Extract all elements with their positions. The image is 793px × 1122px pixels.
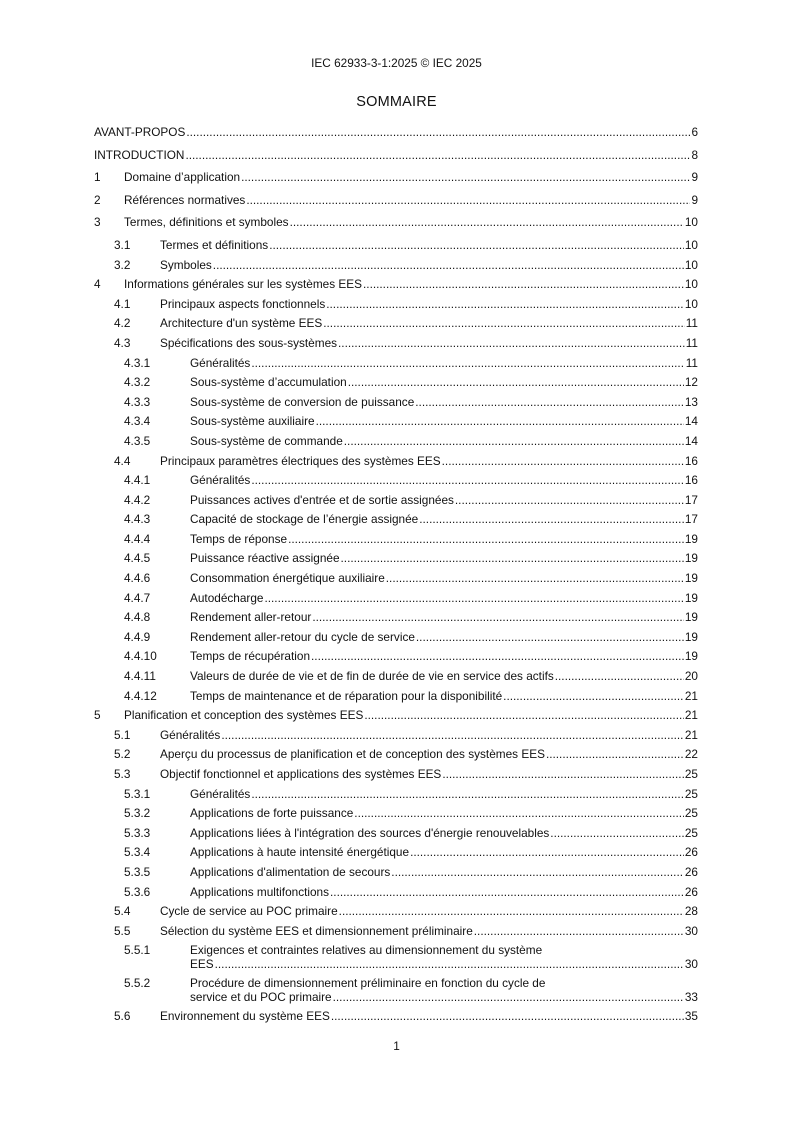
toc-entry-title-line1: Exigences et contraintes relatives au dimensionnement du système [190, 943, 543, 958]
toc-entry[interactable] [94, 434, 698, 454]
toc-entry-number: 4.3.2 [124, 375, 151, 390]
toc-entry-page: 19 [684, 551, 698, 566]
toc-entry-number: 4.4.11 [124, 669, 156, 684]
toc-entry-number: 4 [94, 277, 101, 292]
toc-entry-number: 4.4.5 [124, 551, 151, 566]
toc-entry-title: Applications de forte puissance [190, 806, 354, 821]
toc-entry[interactable] [94, 375, 698, 395]
toc-entry[interactable] [94, 747, 698, 767]
toc-entry-page: 26 [684, 884, 698, 899]
toc-entry-number: 5.5 [114, 923, 131, 938]
toc-entry-title: Principaux aspects fonctionnels [160, 296, 326, 311]
toc-entry[interactable] [94, 336, 698, 356]
toc-entry-title: Applications liées à l'intégration des sources d'énergie renouvelables [190, 825, 550, 840]
toc-entry-number: 5 [94, 708, 101, 723]
toc-entry-page: 25 [684, 767, 698, 781]
toc-entry[interactable] [94, 493, 698, 513]
toc-entry[interactable] [94, 170, 698, 193]
toc-entry-page: 19 [684, 571, 698, 586]
toc-entry[interactable] [94, 414, 698, 434]
toc-entry-page: 9 [691, 170, 698, 185]
toc-entry-number: 5.3.2 [124, 806, 151, 821]
toc-entry-page: 10 [684, 215, 698, 230]
toc-entry-page: 30 [684, 957, 698, 972]
toc-entry-title: INTRODUCTION [94, 147, 185, 162]
toc-entry[interactable] [94, 865, 698, 885]
toc-entry-title: Puissance réactive assignée [190, 551, 340, 566]
toc-entry-number: 4.4.12 [124, 688, 157, 703]
toc-entry[interactable] [94, 316, 698, 336]
toc-entry-number: 1 [94, 170, 101, 185]
toc-entry-page: 21 [684, 708, 698, 723]
toc-entry-title: Sous-système de commande [190, 433, 343, 448]
toc-entry-number: 5.2 [114, 747, 131, 762]
toc-entry-page: 26 [684, 864, 698, 879]
toc-entry-number: 5.5.1 [124, 943, 151, 958]
toc-entry-number: 5.5.2 [124, 976, 151, 991]
toc-entry-title: Généralités [190, 786, 251, 801]
page-number: 1 [393, 1039, 400, 1053]
toc-entry[interactable] [94, 669, 698, 689]
toc-entry-page: 25 [684, 786, 698, 801]
toc-entry-number: 4.3.1 [124, 355, 151, 370]
toc-entry[interactable] [94, 689, 698, 709]
toc-entry-title: Généralités [160, 727, 221, 742]
toc-entry-page: 12 [684, 375, 698, 390]
toc-entry[interactable] [94, 924, 698, 944]
toc-entry-title: Informations générales sur les systèmes EES [124, 277, 363, 292]
toc-entry-page: 33 [684, 990, 698, 1005]
toc-entry-title: Symboles [160, 257, 212, 272]
toc-entry-number: 4.3.5 [124, 433, 151, 448]
toc-entry-title: Applications à haute intensité énergétique [190, 845, 410, 860]
toc-entry-title-line1: Procédure de dimensionnement préliminaire en fonction du cycle de [190, 976, 546, 991]
toc-entry-title: Termes, définitions et symboles [124, 215, 289, 230]
toc-entry-number: 4.4.10 [124, 649, 157, 664]
toc-entry-number: 4.4.7 [124, 590, 151, 605]
toc-entry-title: Puissances actives d'entrée et de sortie assignées [190, 492, 454, 507]
toc-entry-page: 35 [684, 1009, 698, 1024]
toc-entry[interactable] [94, 708, 698, 728]
toc-entry-page: 10 [684, 277, 698, 292]
toc-entry[interactable] [94, 787, 698, 807]
toc-entry[interactable] [94, 649, 698, 669]
toc-entry-page: 6 [691, 125, 698, 139]
toc-entry[interactable] [94, 728, 698, 748]
toc-entry-title: Généralités [190, 355, 251, 370]
toc-entry-page: 16 [684, 453, 698, 468]
toc-entry-page: 17 [684, 512, 698, 527]
toc-entry[interactable] [94, 258, 698, 278]
toc-entry-title: service et du POC primaire [190, 990, 332, 1005]
toc-entry-number: 4.3.4 [124, 414, 151, 429]
toc-entry-page: 10 [684, 296, 698, 311]
toc-entry-page: 19 [684, 531, 698, 546]
toc-entry-title: Sélection du système EES et dimensionnement préliminaire [160, 923, 473, 938]
toc-entry[interactable] [94, 826, 698, 846]
toc-entry[interactable] [94, 904, 698, 924]
toc-entry-title: Planification et conception des systèmes EES [124, 708, 364, 723]
toc-entry[interactable] [94, 885, 698, 905]
toc-entry-page: 19 [684, 629, 698, 644]
toc-entry-page: 8 [691, 147, 698, 162]
toc-entry-number: 5.6 [114, 1009, 131, 1024]
toc-entry-page: 28 [684, 904, 698, 919]
toc-entry-page: 26 [684, 845, 698, 860]
toc-entry-page: 11 [685, 335, 698, 350]
toc-entry-number: 4.1 [114, 296, 131, 311]
toc-entry[interactable] [94, 193, 698, 216]
toc-entry[interactable] [94, 1009, 698, 1029]
toc-entry-page: 19 [684, 649, 698, 664]
toc-entry-title: Principaux paramètres électriques des systèmes EES [160, 453, 441, 468]
toc-entry-title: Généralités [190, 473, 251, 488]
toc-entry-number: 3.2 [114, 257, 131, 272]
toc-entry[interactable] [94, 630, 698, 650]
toc-entry[interactable] [94, 297, 698, 317]
toc-entry[interactable] [94, 238, 698, 258]
toc-entry-page: 25 [684, 806, 698, 821]
toc-entry-title: Références normatives [124, 192, 246, 207]
toc-entry-page: 21 [684, 727, 698, 742]
toc-entry-page: 19 [684, 610, 698, 625]
toc-entry-title: Cycle de service au POC primaire [160, 904, 338, 919]
toc-entry-number: 3 [94, 215, 101, 230]
toc-entry-title: Temps de maintenance et de réparation pour la disponibilité [190, 688, 503, 703]
toc-entry-page: 17 [684, 492, 698, 507]
toc-entry-page: 11 [685, 355, 698, 370]
toc-entry[interactable] [94, 943, 698, 976]
toc-entry[interactable] [94, 610, 698, 630]
toc-entry[interactable] [94, 767, 698, 787]
toc-entry-number: 4.4.1 [124, 473, 151, 488]
toc-entry-title: Sous-système de conversion de puissance [190, 394, 415, 409]
toc-entry-title: Temps de réponse [190, 531, 288, 546]
toc-entry-number: 4.4.6 [124, 571, 151, 586]
toc-entry-title: Temps de récupération [190, 649, 311, 664]
toc-entry-title: Architecture d'un système EES [160, 316, 323, 331]
toc-entry-number: 3.1 [114, 237, 131, 252]
toc-entry[interactable] [94, 512, 698, 532]
toc-entry[interactable] [94, 395, 698, 415]
toc-entry-title: Consommation énergétique auxiliaire [190, 571, 385, 586]
toc-entry-title: Environnement du système EES [160, 1009, 330, 1024]
toc-entry-number: 5.3.6 [124, 884, 151, 899]
toc-entry-title: Applications multifonctions [190, 884, 330, 899]
toc-entry-title: Capacité de stockage de l’énergie assignée [190, 512, 419, 527]
page-title: SOMMAIRE [356, 94, 437, 110]
toc-entry-title: Spécifications des sous-systèmes [160, 335, 338, 350]
toc-entry-number: 4.3.3 [124, 394, 151, 409]
toc-entry[interactable] [94, 845, 698, 865]
toc-entry-title: EES [190, 957, 214, 972]
toc-entry-number: 4.4.4 [124, 531, 151, 546]
toc-entry-number: 5.3.3 [124, 825, 151, 840]
toc-entry-page: 10 [684, 257, 698, 272]
toc-entry-page: 11 [685, 316, 698, 331]
toc-entry-page: 9 [691, 192, 698, 207]
toc-entry-page: 16 [684, 473, 698, 488]
toc-entry-number: 4.2 [114, 316, 131, 331]
toc-entry[interactable] [94, 532, 698, 552]
toc-entry-number: 2 [94, 192, 101, 207]
toc-entry[interactable] [94, 215, 698, 238]
toc-entry-title: Applications d'alimentation de secours [190, 864, 391, 879]
toc-entry-page: 10 [684, 237, 698, 252]
toc-entry-number: 5.3.1 [124, 786, 151, 801]
toc-entry-page: 21 [684, 688, 698, 703]
toc-entry[interactable] [94, 806, 698, 826]
toc-entry-title: Sous-système auxiliaire [190, 414, 315, 429]
toc-entry-title: Autodécharge [190, 590, 264, 605]
toc-entry-page: 25 [684, 825, 698, 840]
toc-entry-number: 5.3.4 [124, 845, 151, 860]
toc-entry[interactable] [94, 976, 698, 1009]
toc-entry-number: 4.4.2 [124, 492, 151, 507]
toc-entry[interactable] [94, 591, 698, 611]
toc-entry-number: 4.4 [114, 453, 131, 468]
toc-entry-number: 4.4.8 [124, 610, 151, 625]
toc-entry-number: 4.4.9 [124, 629, 151, 644]
toc-entry-title: Rendement aller-retour [190, 610, 312, 625]
toc-entry[interactable] [94, 125, 698, 148]
toc-entry-page: 22 [684, 747, 698, 762]
table-of-contents [94, 125, 698, 1029]
toc-entry-title: Sous-système d’accumulation [190, 375, 347, 390]
toc-entry-number: 4.4.3 [124, 512, 151, 527]
toc-entry-number: 5.3 [114, 767, 131, 781]
toc-entry-page: 30 [684, 923, 698, 938]
toc-entry-page: 14 [684, 414, 698, 429]
toc-entry-title: Valeurs de durée de vie et de fin de durée de vie en service des actifs [190, 669, 554, 684]
toc-entry-number: 4.3 [114, 335, 131, 350]
toc-entry[interactable] [94, 277, 698, 297]
toc-entry[interactable] [94, 356, 698, 376]
toc-entry-page: 20 [684, 669, 698, 684]
toc-entry-number: 5.1 [114, 727, 131, 742]
toc-entry[interactable] [94, 454, 698, 474]
toc-entry-title: Objectif fonctionnel et applications des systèmes EES [160, 767, 442, 781]
toc-entry-title: Domaine d’application [124, 170, 241, 185]
toc-entry-title: Aperçu du processus de planification et de conception des systèmes EES [160, 747, 545, 762]
toc-entry-page: 13 [684, 394, 698, 409]
toc-entry-number: 5.4 [114, 904, 131, 919]
toc-entry-title: Rendement aller-retour du cycle de service [190, 629, 415, 644]
toc-entry[interactable] [94, 148, 698, 171]
toc-entry[interactable] [94, 571, 698, 591]
toc-entry[interactable] [94, 473, 698, 493]
toc-entry-number: 5.3.5 [124, 864, 151, 879]
toc-entry-title: Termes et définitions [160, 237, 269, 252]
toc-entry[interactable] [94, 551, 698, 571]
toc-entry-page: 14 [684, 433, 698, 448]
toc-entry-title: AVANT-PROPOS [94, 125, 186, 139]
document-header: IEC 62933-3-1:2025 © IEC 2025 [311, 56, 482, 70]
toc-entry-page: 19 [684, 590, 698, 605]
